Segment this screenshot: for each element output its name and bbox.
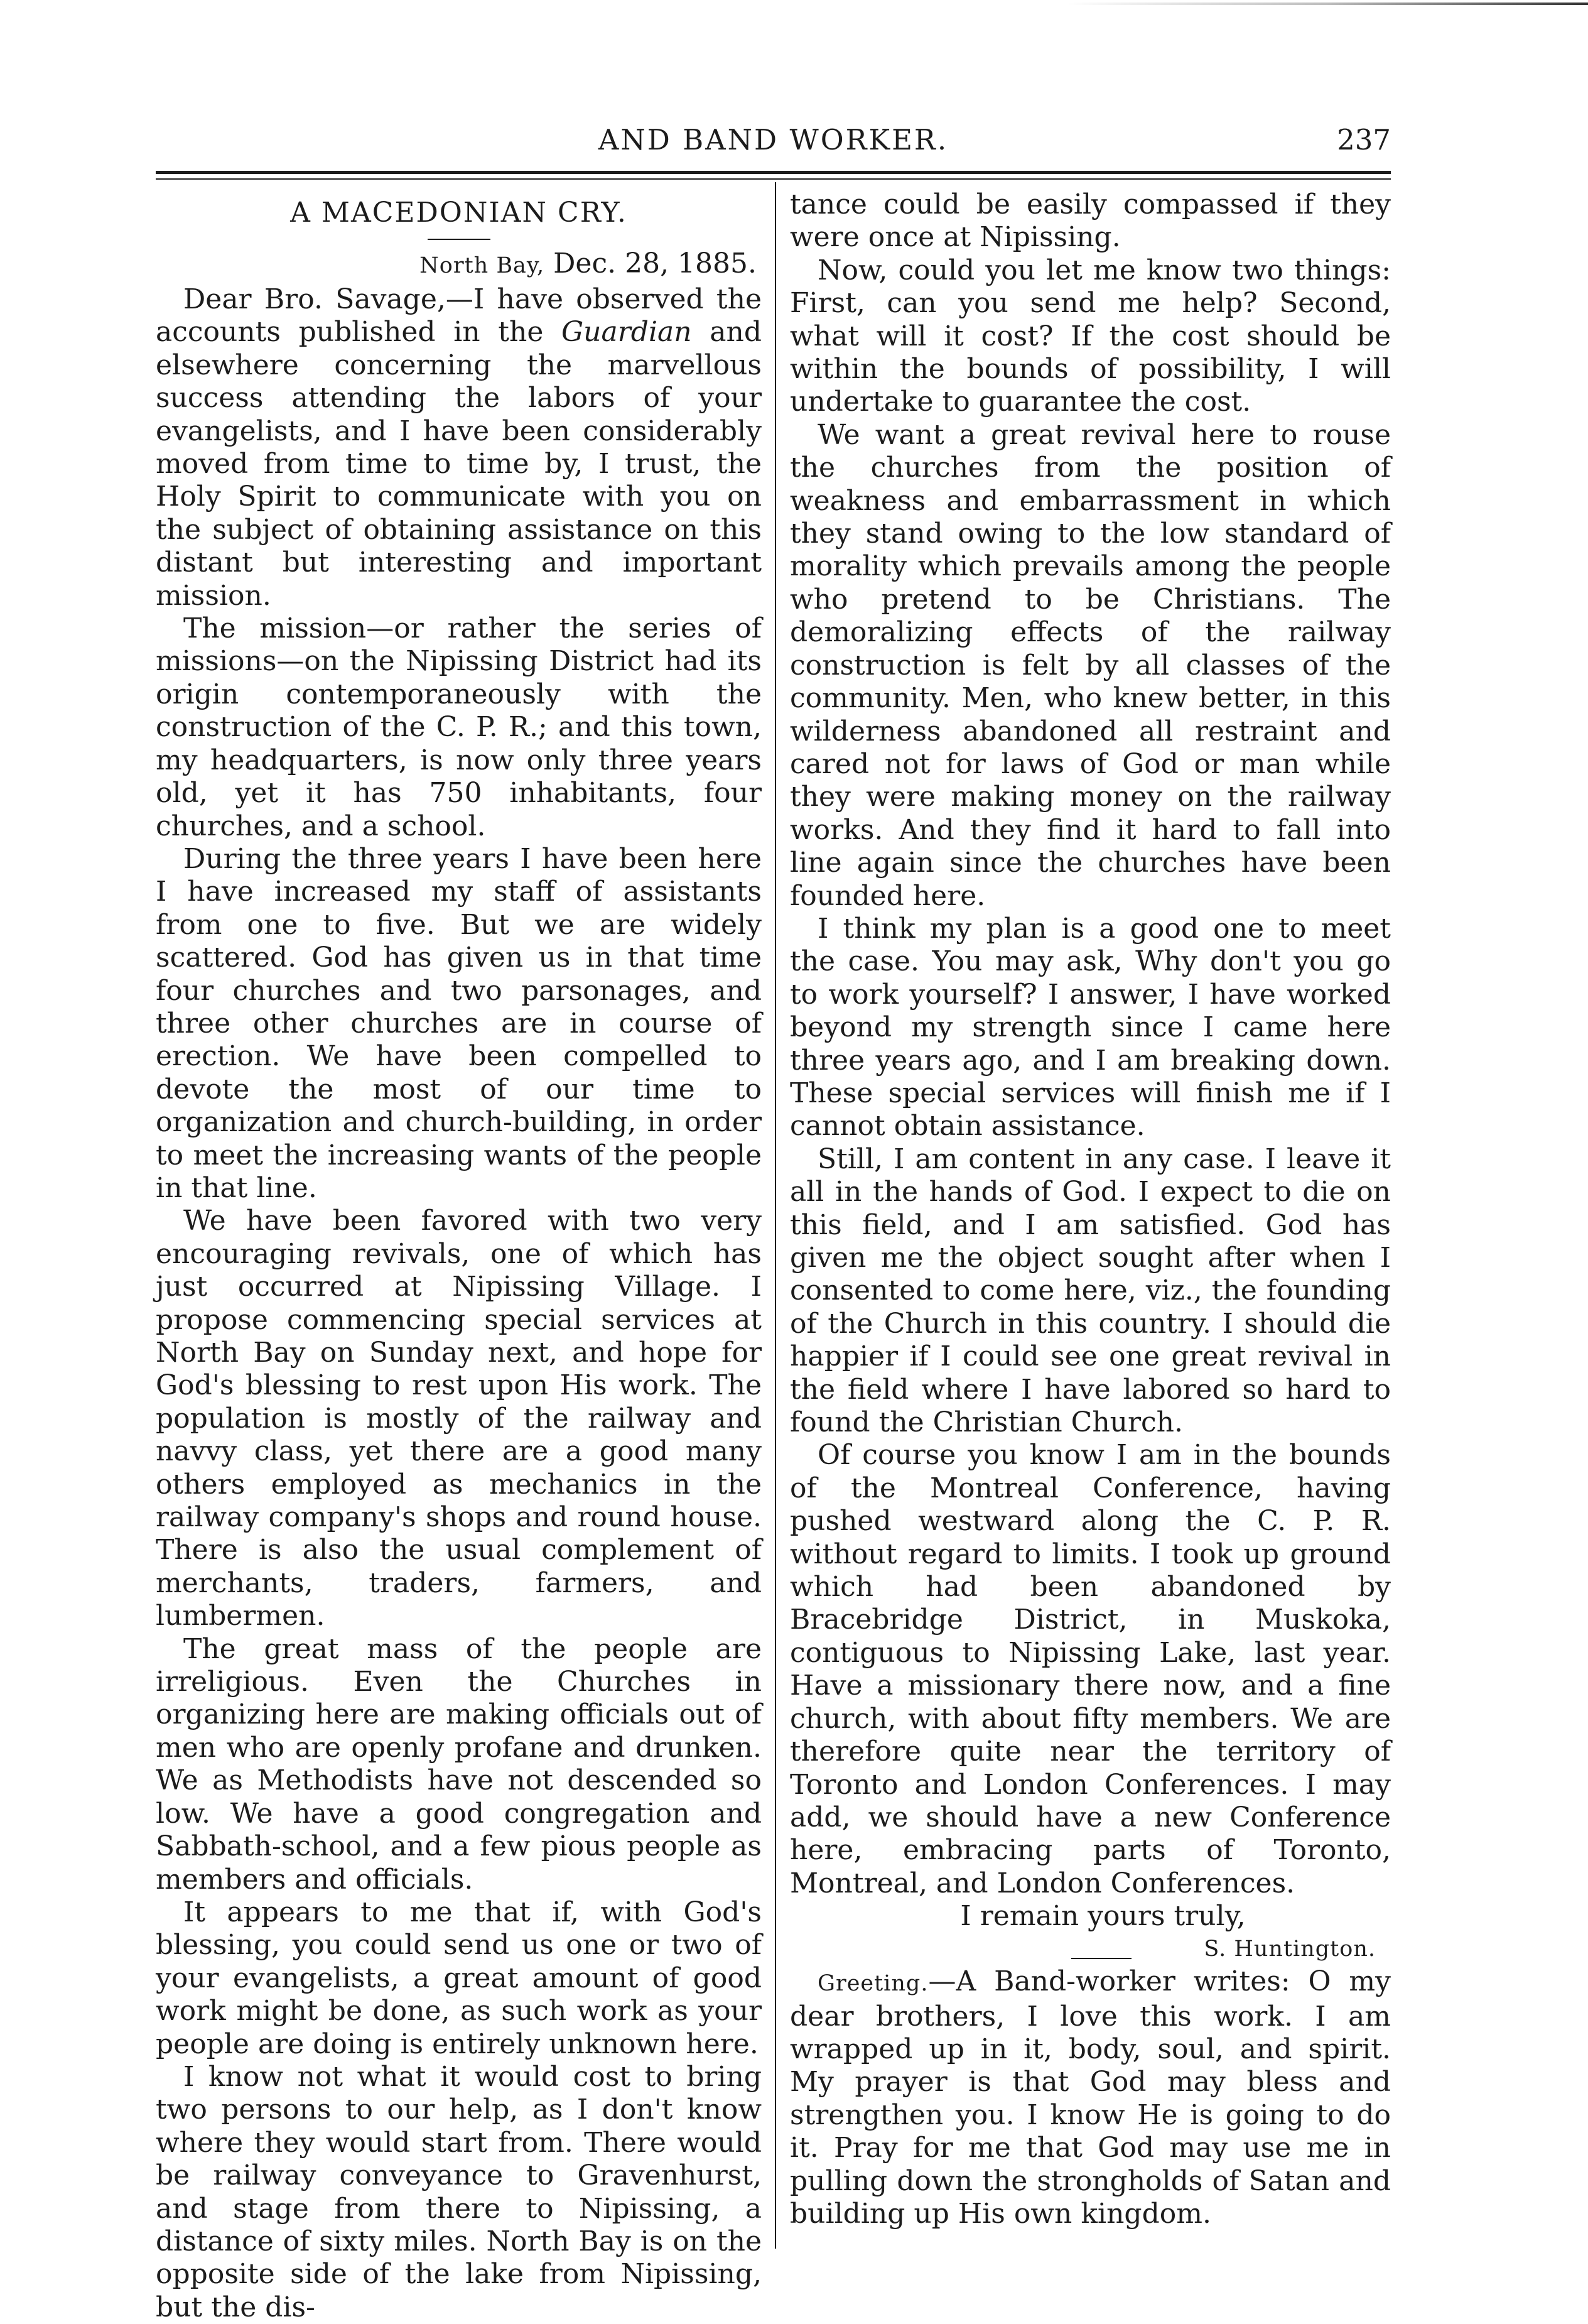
dateline-place: North Bay, [419,253,545,278]
article-title: A MACEDONIAN CRY. [290,197,627,229]
paragraph-content: Still, I am content in any case. I leave it all in the hands of God. I expect to die on this field, and I am satisfied. God has given me the object sought after when I consented to come here, viz., the founding of the Church in this country. I should die happier if I could see one great revival in the field where I have labored so hard to found the Christian Church. [790,1143,1391,1439]
paragraph-plan: I think my plan is a good one to meet the case. You may ask, Why don't you go to work yourself? I answer, I have worked beyond my strength since I came here three years ago, and I am breaking down. These special services will finish me if I cannot obtain assistance. [790,912,1391,1143]
dateline [156,247,762,282]
paragraph-three-years: During the three years I have been here I have increased my staff of assistants from one to five. But we are widely scattered. God has given us in that time four churches and two parsonages, and three other churches are in course of erection. We have been compelled to devote the most of our time to organization and church-building, in order to meet the increasing wants of the people in that line. [156,842,762,1204]
paragraph-irreligious: The great mass of the people are irreligious. Even the Churches in organizing here are making officials out of men who are openly profane and drunken. We as Methodists have not descended so low. We have a good congregation and Sabbath-school, and a few pious people as members and officials. [156,1632,762,1896]
paragraph-request: It appears to me that if, with God's blessing, you could send us one or two of your evangelists, a great amount of good work might be done, as such work as your people are doing is entirely unknown here. [156,1896,762,2060]
paragraph-mission: The mission—or rather the series of missions—on the Nipissing District had its origin contemporaneously with the construction of the C. P. R.; and this town, my headquarters, is now only three years old, yet it has 750 inhabitants, four churches, and a school. [156,612,762,842]
paragraph-salutation-end: and elsewhere concerning the marvellous success attending the labors of your evangelists, and I have been considerably moved from time to time by, I trust, the Holy Spirit to communicate with you on the subject of obtaining assistance on this distant but interesting and important mission. [156,316,762,612]
column-divider [775,182,776,2249]
paragraph-salutation [156,283,762,612]
guardian-title: Guardian [561,316,692,349]
letter-closing: I remain yours truly, [960,1900,1246,1933]
title-rule [428,239,490,240]
running-head [156,123,1391,167]
paragraph-two-things: Now, could you let me know two things: First, can you send me help? Second, what will it cost? If the cost should be within the bounds of possibility, I will undertake to guarantee the cost. [790,254,1391,418]
page-number: 237 [1337,123,1391,156]
letter-signature [790,1933,1391,1965]
greeting-text: —A Band-worker writes: O my dear brothers, I love this work. I am wrapped up in it, body, soul, and spirit. My prayer is that God may bless and strengthen you. I know He is going to do it. Pray for me that God may use me in pulling down the strongholds of Satan and building up His own kingdom. [790,1965,1391,2230]
right-column [790,188,1391,2230]
dateline-date: Dec. 28, 1885. [544,247,757,280]
paragraph-cost-continued: tance could be easily compassed if they were once at Nipissing. [790,188,1391,254]
paragraph-cost: I know not what it would cost to bring two persons to our help, as I don't know where they would start from. There would be railway conveyance to Gravenhurst, and stage from there to Nipissing, a distance of sixty miles. North Bay is on the opposite side of the lake from Nipissing, but the dis- [156,2060,762,2323]
greeting-paragraph [790,1965,1391,2230]
paragraph-conference: Of course you know I am in the bounds of the Montreal Conference, having pushed westward along the C. P. R. without regard to limits. I took up ground which had been abandoned by Bracebridge District, in Muskoka, contiguous to Nipissing Lake, last year. Have a missionary there now, and a fine church, with about fifty members. We are therefore quite near the territory of Toronto and London Conferences. I may add, we should have a new Conference here, embracing parts of Toronto, Montreal, and London Conferences. [790,1439,1391,1899]
signature-dash [1071,1958,1132,1959]
paragraph-revivals: We have been favored with two very encouraging revivals, one of which has just occurred at Nipissing Village. I propose commencing special services at North Bay on Sunday next, and hope for God's blessing to rest upon His work. The population is mostly of the railway and navvy class, yet there are a good many others employed as mechanics in the railway company's shops and round house. There is also the usual complement of merchants, traders, farmers, and lumbermen. [156,1205,762,1632]
signature-name: S. Huntington. [1204,1936,1376,1962]
running-head-title: AND BAND WORKER. [598,123,949,156]
paragraph-salutation-start: Dear Bro. Savage,—I have observed the accounts published in the [156,283,762,349]
greeting-label: Greeting. [818,1971,929,1997]
scan-edge-mark [1067,3,1588,5]
left-column [156,188,762,2324]
paragraph-revival-needed: We want a great revival here to rouse the churches from the position of weakness and embarrassment in which they stand owing to the low standard of morality which prevails among the people who pretend to be Christians. The demoralizing effects of the railway construction is felt by all classes of the community. Men, who knew better, in this wilderness abandoned all restraint and cared not for laws of God or man while they were making money on the railway works. And they find it hard to fall into line again since the churches have been founded here. [790,418,1391,912]
header-rule-thin [156,178,1391,180]
header-rule-thick [156,171,1391,174]
